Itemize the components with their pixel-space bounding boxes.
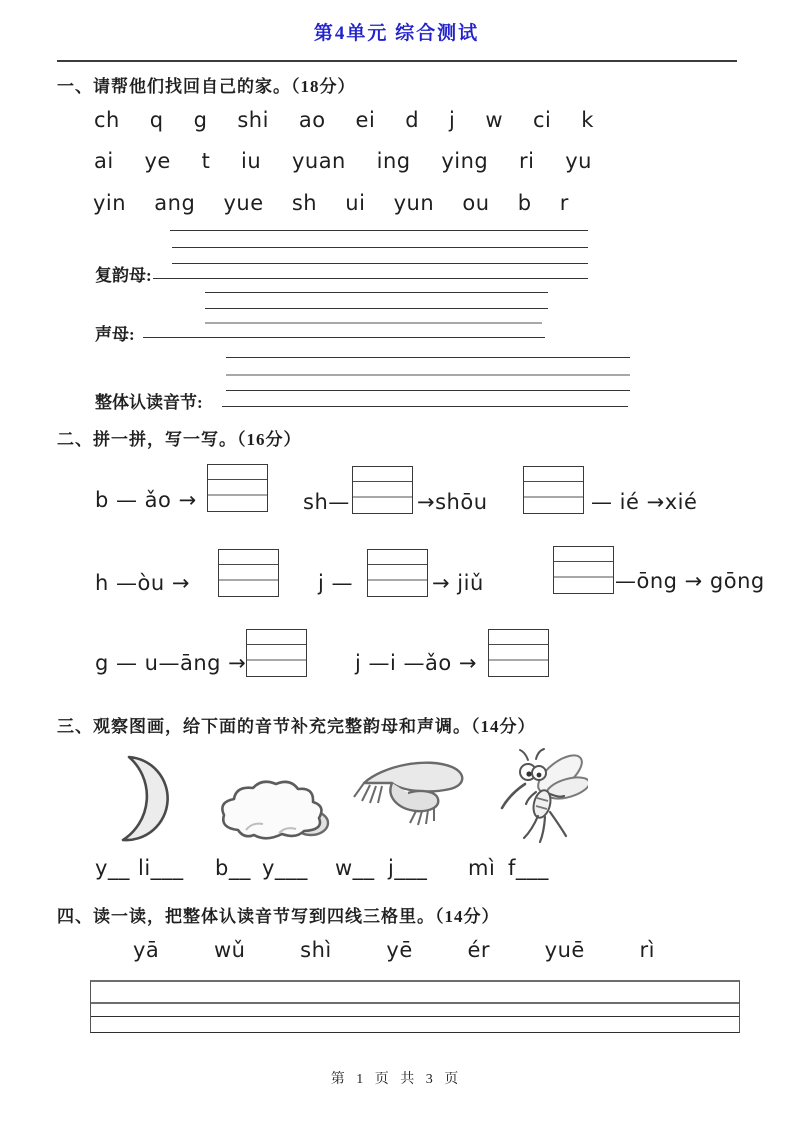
header-divider xyxy=(57,60,737,62)
syllable-item: wǔ xyxy=(213,938,246,962)
spell-text: → jiǔ xyxy=(432,571,484,595)
section4-heading: 四、读一读，把整体认读音节写到四线三格里。（14分） xyxy=(57,907,500,926)
pinyin-write-box xyxy=(246,629,307,677)
box-line-guide xyxy=(524,496,583,498)
pinyin-item: iu xyxy=(241,149,262,173)
pinyin-item: ai xyxy=(94,149,114,173)
spell-text: sh— xyxy=(303,490,350,514)
pinyin-item: shi xyxy=(237,108,269,132)
writing-line xyxy=(172,247,588,248)
pinyin-write-box xyxy=(488,629,549,677)
pinyin-item: g xyxy=(193,108,208,132)
pinyin-item: w xyxy=(485,108,503,132)
writing-line xyxy=(205,308,548,309)
writing-line xyxy=(226,390,630,391)
pinyin-item: ui xyxy=(345,191,366,215)
pinyin-item: ying xyxy=(441,149,489,173)
spell-text: g — u—āng → xyxy=(95,651,247,675)
box-line xyxy=(554,561,613,562)
box-line-guide xyxy=(353,496,412,498)
pinyin-row-3 xyxy=(93,191,569,215)
syllable-item: yā xyxy=(133,938,160,962)
spell-text: b — ǎo → xyxy=(95,488,197,512)
pinyin-write-box xyxy=(523,466,584,514)
writing-line xyxy=(143,337,545,338)
pinyin-row-2 xyxy=(94,149,592,173)
pinyin-item: yuan xyxy=(291,149,346,173)
section1-heading: 一、请帮他们找回自己的家。（18分） xyxy=(57,77,356,96)
pinyin-item: ing xyxy=(376,149,411,173)
spell-text: j —i —ǎo → xyxy=(355,651,478,675)
pinyin-row-1 xyxy=(94,108,594,132)
pinyin-item: ei xyxy=(355,108,376,132)
pinyin-item: ao xyxy=(298,108,326,132)
pinyin-item: b xyxy=(517,191,532,215)
spell-text: →shōu xyxy=(417,490,488,514)
box-line xyxy=(219,564,278,565)
spell-text: h —òu → xyxy=(95,571,190,595)
moon-image xyxy=(105,752,173,846)
grid-line-guide xyxy=(91,1002,739,1004)
box-line-guide xyxy=(208,494,267,496)
box-line xyxy=(524,481,583,482)
syllable-item: yuē xyxy=(544,938,585,962)
syllable-item: ér xyxy=(467,938,490,962)
answer-blank: y__ xyxy=(95,856,130,880)
pinyin-item: k xyxy=(581,108,594,132)
pinyin-item: ou xyxy=(462,191,490,215)
pinyin-item: ri xyxy=(519,149,535,173)
pinyin-write-box xyxy=(553,546,614,594)
writing-line xyxy=(226,357,630,358)
writing-line xyxy=(153,278,588,279)
box-line-guide xyxy=(219,579,278,581)
pinyin-item: q xyxy=(149,108,164,132)
pinyin-item: yin xyxy=(93,191,127,215)
zhengti-label: 整体认读音节: xyxy=(95,393,203,412)
pinyin-write-box xyxy=(218,549,279,597)
answer-blank: y___ xyxy=(262,856,308,880)
fuyunmu-label: 复韵母: xyxy=(95,266,152,285)
box-line xyxy=(247,644,306,645)
answer-blank: mì xyxy=(468,856,496,880)
pinyin-item: yue xyxy=(223,191,264,215)
pinyin-item: d xyxy=(405,108,420,132)
syllable-item: yē xyxy=(386,938,413,962)
page-title: 第4单元 综合测试 xyxy=(313,23,480,44)
spell-text: — ié →xié xyxy=(591,490,698,514)
box-line-guide xyxy=(489,659,548,661)
bee-image xyxy=(498,746,588,848)
writing-line xyxy=(205,292,548,293)
answer-blank: j___ xyxy=(388,856,428,880)
scarf-image xyxy=(350,753,472,837)
pinyin-item: ang xyxy=(154,191,196,215)
pinyin-item: yu xyxy=(565,149,592,173)
pinyin-item: yun xyxy=(393,191,435,215)
answer-blank: w__ xyxy=(335,856,375,880)
box-line xyxy=(368,564,427,565)
box-line-guide xyxy=(368,579,427,581)
pinyin-write-box xyxy=(352,466,413,514)
answer-blank: f___ xyxy=(508,856,549,880)
pinyin-item: ye xyxy=(144,149,171,173)
cloud-image xyxy=(216,778,332,840)
pinyin-write-box xyxy=(367,549,428,597)
box-line-guide xyxy=(247,659,306,661)
pinyin-item: t xyxy=(201,149,211,173)
syllable-item: shì xyxy=(300,938,332,962)
box-line-guide xyxy=(554,576,613,578)
shengmu-label: 声母: xyxy=(95,325,135,344)
pinyin-item: j xyxy=(449,108,456,132)
answer-blank: b__ xyxy=(215,856,251,880)
box-line xyxy=(489,644,548,645)
pinyin-item: ci xyxy=(532,108,552,132)
spell-text: —ōng → gōng xyxy=(615,569,765,593)
spell-text: j — xyxy=(318,571,354,595)
pinyin-item: sh xyxy=(291,191,318,215)
page-number: 第 1 页 共 3 页 xyxy=(330,1072,463,1087)
writing-line xyxy=(172,263,588,264)
writing-line xyxy=(222,406,628,407)
syllable-row xyxy=(133,938,655,962)
box-line xyxy=(353,481,412,482)
pinyin-item: ch xyxy=(94,108,120,132)
section2-heading: 二、拼一拼，写一写。（16分） xyxy=(57,430,302,449)
pinyin-write-box xyxy=(207,464,268,512)
pinyin-item: r xyxy=(559,191,569,215)
box-line xyxy=(208,479,267,480)
answer-blank: li___ xyxy=(138,856,184,880)
writing-line xyxy=(170,230,588,231)
section3-heading: 三、观察图画，给下面的音节补充完整韵母和声调。（14分） xyxy=(57,717,536,736)
four-line-grid xyxy=(90,980,740,1033)
writing-line-guide xyxy=(205,322,542,324)
syllable-item: rì xyxy=(639,938,655,962)
grid-line xyxy=(91,1016,739,1017)
writing-line-guide xyxy=(226,374,630,376)
